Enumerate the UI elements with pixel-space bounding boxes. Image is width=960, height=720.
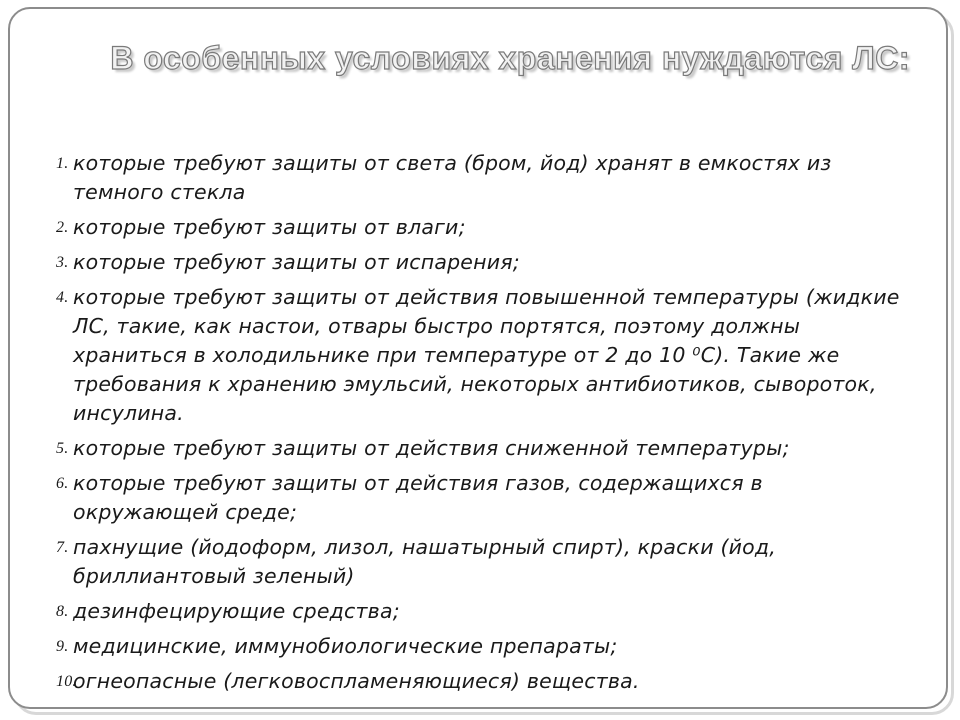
item-text: дезинфецирующие средства; [73,599,400,623]
list-item [56,283,906,428]
item-text: которые требуют защиты от влаги; [73,215,466,239]
item-text: медицинские, иммунобиологические препараты; [73,634,618,658]
list-item [56,469,906,527]
list-item [56,632,906,661]
item-number: 9. [56,638,69,655]
item-text: огнеопасные (легковоспламеняющиеся) вещества. [73,669,640,693]
item-text: которые требуют защиты от света (бром, йод) хранят в емкостях из темного стекла [73,151,832,204]
list-item [56,149,906,207]
item-number: 3. [56,254,69,271]
item-text: которые требуют защиты от действия газов, содержащихся в окружающей среде; [73,471,763,524]
list-item [56,213,906,242]
item-number: 8. [56,603,69,620]
item-text: пахнущие (йодоформ, лизол, нашатырный спирт), краски (йод, бриллиантовый зеленый) [73,535,776,588]
item-number: 6. [56,475,69,492]
list-item [56,434,906,463]
item-number: 7. [56,539,69,556]
item-text: которые требуют защиты от действия сниженной температуры; [73,436,790,460]
list-item [56,248,906,277]
item-text: которые требуют защиты от испарения; [73,250,520,274]
item-number: 2. [56,219,69,236]
item-number: 5. [56,440,69,457]
item-text: которые требуют защиты от действия повышенной температуры (жидкие ЛС, такие, как настои, отвары быстро портятся, поэтому должны храниться в холодильнике при температуре от 2 до 10 ⁰С). Такие же требования к хранению эмульсий, некоторых антибиотиков, сывороток, инсулина. [73,285,900,425]
list-item [56,597,906,626]
slide-title: В особенных условиях хранения нуждаются ЛС: [110,40,910,76]
item-number: 1. [56,155,69,172]
item-number: 10. [56,673,77,690]
item-number: 4. [56,289,69,306]
list-item [56,533,906,591]
list-item [56,667,906,696]
storage-conditions-list [56,149,906,702]
